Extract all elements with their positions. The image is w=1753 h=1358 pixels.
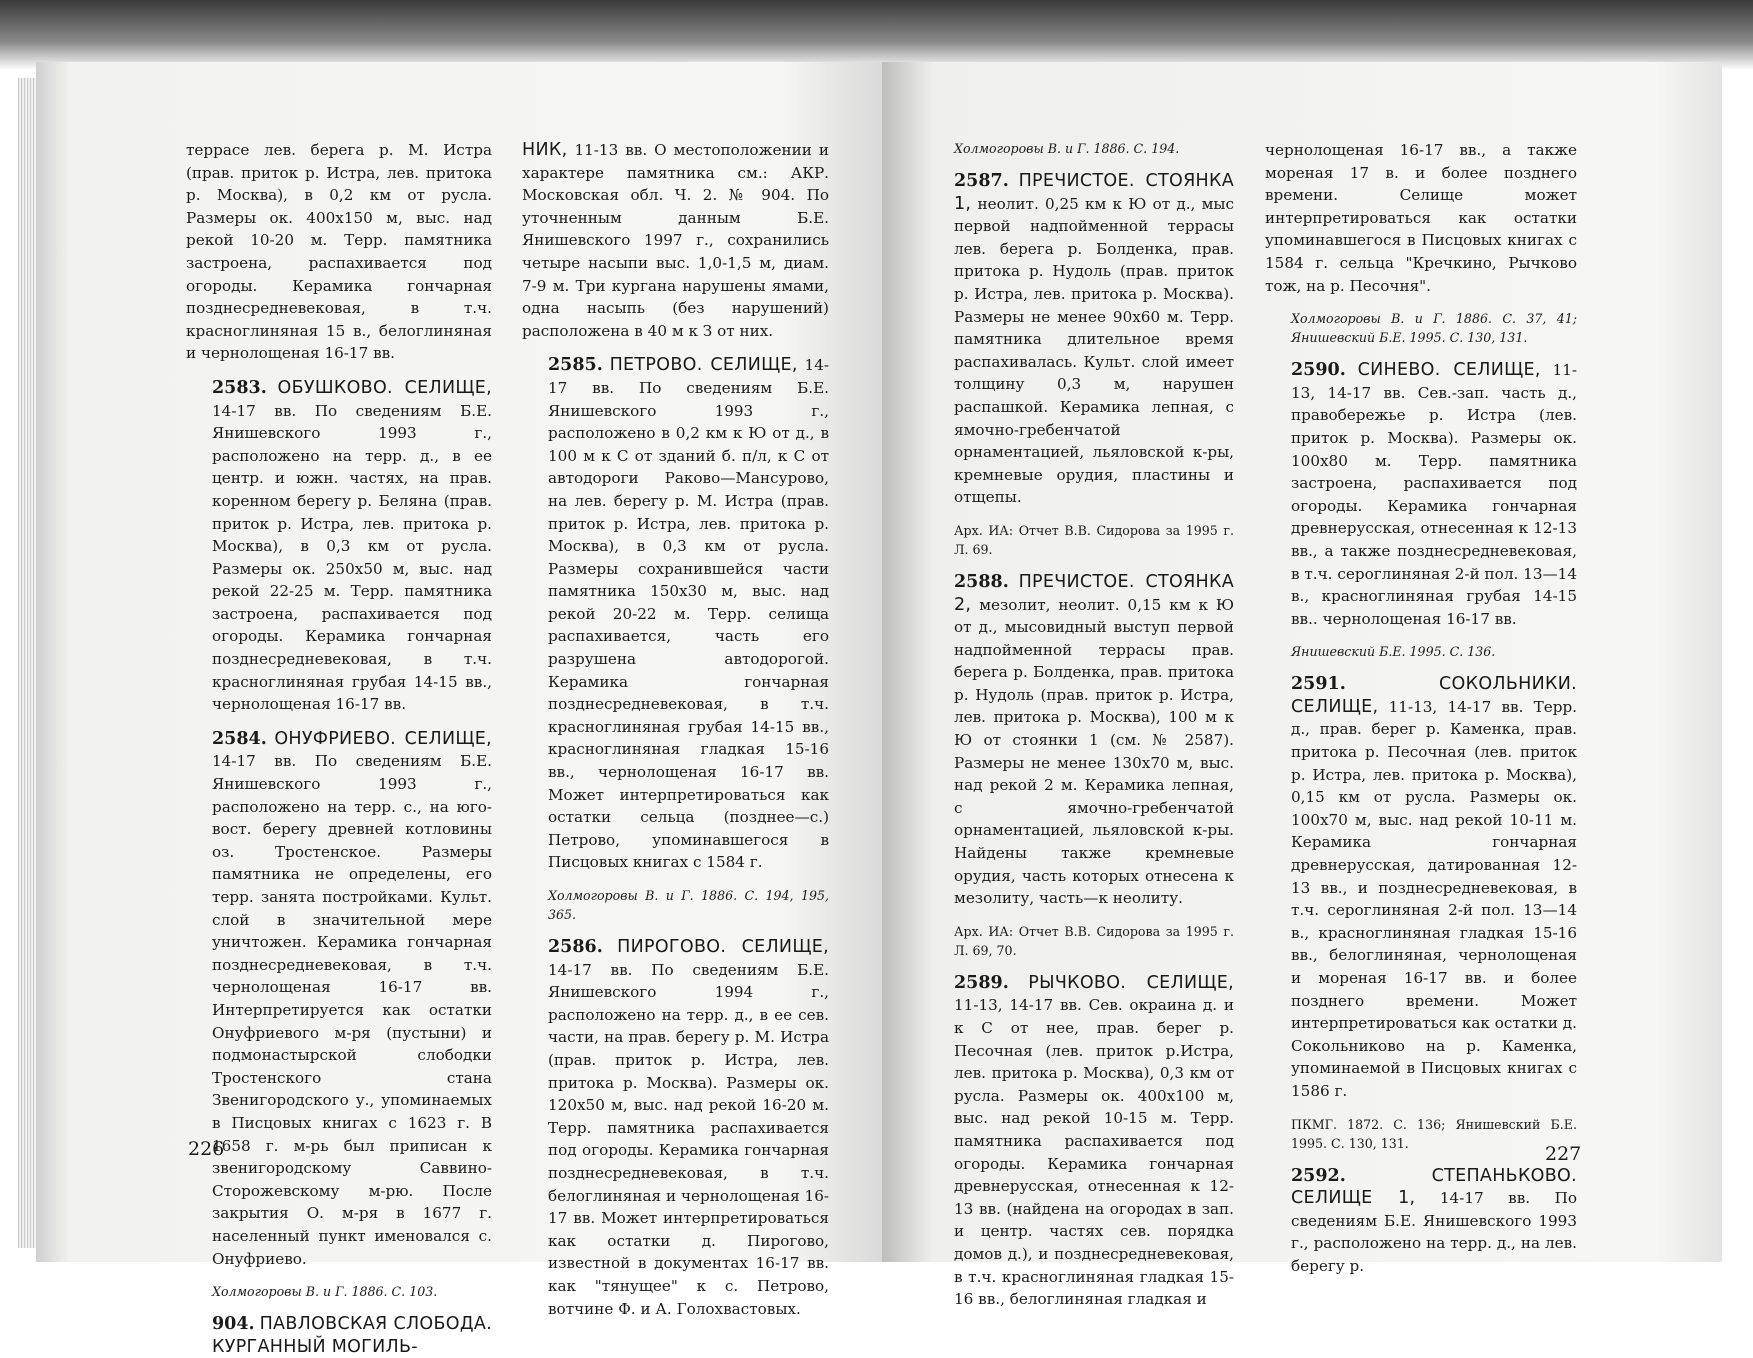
entry-number: 2590.: [1291, 360, 1346, 381]
entry-text: 14-17 вв. По сведениям Б.Е. Янишевского 1993 г., расположено на терр. с., на юго-вост. берегу древней котловины оз. Тростенское. Размеры памятника не определены, его терр. занята постройками. Культ. слой в значительной мере уничтожен. Керамика гончарная позднесредневековая, в т.ч. чернолощеная 16-17 вв. Интерпретируется как остатки Онуфриевого м-ря (пустыни) и подмонастырской слободки Тростенского стана Звенигородского у., упоминаемых в Писцовых книгах с 1623 г. В 1658 г. м-рь был приписан к звенигородскому Саввино-Сторожевскому м-рю. После закрытия О. м-ря в 1677 г. населенный пункт именовался с. Онуфриево.: [212, 752, 492, 1268]
entry-reference: Холмогоровы В. и Г. 1886. С. 194, 195, 365.: [548, 888, 829, 922]
entry-title: НИК,: [522, 140, 568, 160]
entry-text: 14-17 вв. По сведениям Б.Е. Янишевского 1993 г., расположено на терр. д., на лев. берегу р.: [1291, 1189, 1578, 1275]
page-number: 227: [1545, 1143, 1582, 1165]
entry-reference: Янишевский Б.Е. 1995. С. 136.: [1291, 644, 1496, 660]
right-page-column-1: [928, 139, 1234, 1311]
entry-title: ПАВЛОВСКАЯ СЛОБОДА. КУРГАННЫЙ МОГИЛЬ-: [212, 1314, 492, 1357]
entry-title: СОКОЛЬНИКИ. СЕЛИЩЕ,: [1291, 674, 1577, 717]
entry-number: 2586.: [548, 937, 603, 957]
entry-number: 904.: [212, 1314, 255, 1335]
entry-2585: [522, 354, 829, 874]
entry-number: 2585.: [548, 355, 603, 376]
entry-text: 11-13, 14-17 вв. Терр. д., прав. берег р. Каменка, прав. притока р. Песочная (лев. приток р. Истра, лев. притока р. Москва), 0,15 км от русла. Размеры ок. 100х70 м, выс. над рекой 10-11 м. Керамика гончарная древнерусская, датированная 12-13 вв., и позднесредневековая, в т.ч. сероглиняная 2-й пол. 13—14 в., красноглиняная гладкая 15-16 вв., белоглиняная, чернолощеная и мореная 16-17 вв. и более позднего времени. Может интерпретироваться как остатки д. Сокольниково на р. Каменка, упоминаемой в Писцовых книгах с 1586 г.: [1291, 697, 1578, 1100]
entry-number: 2588.: [954, 571, 1009, 592]
entry-title: СИНЕВО. СЕЛИЩЕ,: [1357, 360, 1541, 381]
entry-title: ПИРОГОВО. СЕЛИЩЕ,: [617, 937, 829, 957]
entry-reference: Арх. ИА: Отчет В.В. Сидорова за 1995 г. Л. 69.: [954, 522, 1234, 557]
entry-text: 11-13 вв. О местоположении и характере памятника см.: АКР. Московская обл. Ч. 2. № 904. По уточненным данным Б.Е. Янишевского 1997 г., сохранились четыре насыпи выс. 1,0-1,5 м, диам. 7-9 м. Три кургана нарушены ямами, одна насыпь (без нарушений) расположена в 40 м к З от них.: [522, 141, 829, 340]
left-page-column-1: [186, 139, 492, 1358]
entry-title: ПЕТРОВО. СЕЛИЩЕ,: [609, 355, 798, 376]
entry-title: ОБУШКОВО. СЕЛИЩЕ,: [277, 377, 492, 398]
entry-904: [186, 1313, 492, 1358]
entry-2584: [186, 728, 492, 1270]
entry-title: СТЕПАНЬКОВО. СЕЛИЩЕ 1,: [1291, 1165, 1577, 1209]
entry-reference: Холмогоровы В. и Г. 1886. С. 103.: [212, 1284, 438, 1300]
entry-2586: [522, 936, 829, 1320]
entry-text: 14-17 вв. По сведениям Б.Е. Янишевского 1994 г., расположено на терр. д., в ее сев. части, на прав. берегу р. М. Истра (прав. приток р. Истра, лев. притока р. Москва). Размеры ок. 120х50 м, выс. над рекой 16-20 м. Терр. памятника распахивается под огороды. Керамика гончарная позднесредневековая, в т.ч. белоглиняная и чернолощеная 16-17 вв. Может интерпретироваться как остатки д. Пирогово, известной в документах 16-17 вв. как "тянущее" к с. Петрово, вотчине Ф. и А. Голохвастовых.: [548, 960, 829, 1318]
entry-reference: Арх. ИА: Отчет В.В. Сидорова за 1995 г. Л. 69, 70.: [954, 923, 1234, 958]
entry-number: 2592.: [1291, 1165, 1346, 1186]
entry-number: 2591.: [1291, 674, 1346, 695]
page-number: 226: [188, 1138, 225, 1160]
entry-text: 11-13, 14-17 вв. Сев.-зап. часть д., правобережье р. Истра (лев. приток р. Москва). Размеры ок. 100х80 м. Терр. памятника застроена, распахивается под огороды. Керамика гончарная древнерусская, отнесенная к 12-13 вв., а также позднесредневековая, в т.ч. сероглиняная 2-й пол. 13—14 в., красноглиняная грубая 14-15 вв.. чернолощеная 16-17 вв.: [1291, 361, 1578, 628]
entry-text: мезолит, неолит. 0,15 км к Ю от д., мысовидный выступ первой надпойменной террасы прав. берега р. Болденка, прав. притока р. Нудоль (прав. приток р. Истра, лев. притока р. Москва), 100 м к Ю от стоянки 1 (см. № 2587). Размеры не менее 130х70 м, выс. над рекой 2 м. Керамика лепная, с ямочно-гребенчатой орнаментацией, льяловской к-ры. Найдены также кремневые орудия, часть которых отнесена к мезолиту, часть—к неолиту.: [954, 595, 1235, 908]
entry-2591: [1265, 673, 1577, 1102]
entry-title: ОНУФРИЕВО. СЕЛИЩЕ,: [274, 728, 492, 749]
entry-number: 2583.: [212, 377, 267, 398]
entry-title: ПРЕЧИСТОЕ. СТОЯНКА 1,: [954, 171, 1234, 214]
entry-text: 14-17 вв. По сведениям Б.Е. Янишевского 1993 г., расположено в 0,2 км к Ю от д., в 100 м к С от зданий б. п/л, к С от автодороги Раково—Мансурово, на лев. берегу р. М. Истра (прав. приток р. Истра, лев. притока р. Москва), в 0,3 км от русла. Размеры сохранившейся части памятника 150х30 м, выс. над рекой 20-22 м. Терр. селища распахивается, часть его разрушена автодорогой. Керамика гончарная позднесредневековая, в т.ч. красноглиняная грубая 14-15 вв., красноглиняная гладкая 15-16 вв., чернолощеная 16-17 вв. Может интерпретироваться как остатки сельца (позднее—с.) Петрово, упоминавшегося в Писцовых книгах с 1584 г.: [548, 356, 830, 872]
entry-reference: ПКМГ. 1872. С. 136; Янишевский Б.Е. 1995. С. 130, 131.: [1291, 1116, 1577, 1151]
entry-number: 2587.: [954, 171, 1009, 191]
entry-number: 2589.: [954, 972, 1009, 993]
entry-2583: [186, 377, 492, 716]
entry-text: неолит. 0,25 км к Ю от д., мыс первой надпойменной террасы лев. берега р. Болденка, прав. притока р. Нудоль (прав. приток р. Истра, лев. притока р. Москва). Размеры не менее 90х60 м. Терр. памятника длительное время распахивалась. Культ. слой имеет толщину 0,3 м, нарушен распашкой. Керамика лепная, с ямочно-гребенчатой орнаментацией, льяловской к-ры, кремневые орудия, пластины и отщепы.: [954, 194, 1234, 507]
entry-number: 2584.: [212, 728, 267, 749]
entry-reference: Холмогоровы В. и Г. 1886. С. 37, 41; Янишевский Б.Е. 1995. С. 130, 131.: [1291, 311, 1577, 346]
entry-text: 11-13, 14-17 вв. Сев. окраина д. и к С от нее, прав. берег р. Песочная (лев. приток р.Истра, лев. притока р. Москва), 0,3 км от русла. Размеры ок. 400х100 м, выс. над рекой 10-15 м. Терр. памятника распахивается под огороды. Керамика гончарная древнерусская, отнесенная к 12-13 вв. (найдена на огородах в зап. и центр. частях сев. порядка домов д.), и позднесредневековая, в т.ч. красноглиняная гладкая 15-16 вв., белоглиняная гладкая и: [954, 996, 1234, 1309]
entry-2589: [928, 972, 1234, 1311]
scan-top-shadow: [0, 0, 1753, 70]
entry-reference: Холмогоровы В. и Г. 1886. С. 194.: [954, 141, 1180, 156]
entry-2588: [928, 571, 1234, 910]
continued-entry-904: [522, 139, 829, 342]
entry-2590: [1265, 359, 1577, 630]
entry-title: РЫЧКОВО. СЕЛИЩЕ,: [1028, 972, 1235, 993]
continued-entry-text: террасе лев. берега р. М. Истра (прав. приток р. Истра, лев. притока р. Москва), в 0,2 км от русла. Размеры ок. 400х150 м, выс. над рекой 10-20 м. Терр. памятника застроена, распахивается под огороды. Керамика гончарная позднесредневековая, в т.ч. красноглиняная 15 в., белоглиняная и чернолощеная 16-17 вв.: [186, 141, 492, 363]
left-page-column-2: [522, 139, 829, 1320]
entry-text: 14-17 вв. По сведениям Б.Е. Янишевского 1993 г., расположено на терр. д., в ее центр. и южн. частях, на прав. коренном берегу р. Беляна (прав. приток р. Истра, лев. притока р. Москва), в 0,3 км от русла. Размеры ок. 250х50 м, выс. над рекой 22-25 м. Терр. памятника застроена, распахивается под огороды. Керамика гончарная позднесредневековая, в т.ч. красноглиняная грубая 14-15 вв., чернолощеная 16-17 вв.: [212, 401, 492, 714]
entry-2592: [1265, 1165, 1577, 1278]
right-page-column-2: [1265, 139, 1577, 1278]
entry-title: ПРЕЧИСТОЕ. СТОЯНКА 2,: [954, 571, 1234, 615]
continued-entry-text: чернолощеная 16-17 вв., а также мореная 17 в. и более позднего времени. Селище может интерпретироваться как остатки упоминавшегося в Писцовых книгах с 1584 г. сельца "Кречкино, Рычково тож, на р. Песочня".: [1265, 141, 1577, 295]
entry-2587: [928, 170, 1234, 509]
